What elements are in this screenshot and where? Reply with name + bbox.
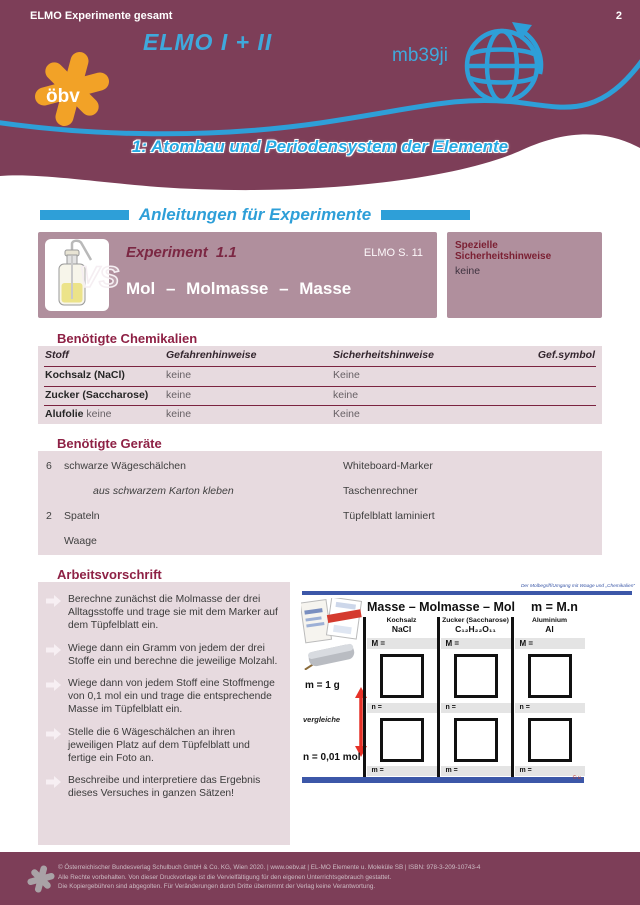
cell-sicherheit: keine — [333, 388, 359, 401]
footer-line3: Die Kopiergebühren sind abgegolten. Für Veränderungen durch Dritte übernimmt der Verlag keine Verantwortung. — [58, 883, 376, 890]
experiment-label: Experiment 1.1 — [126, 244, 237, 261]
row-label-m: m = — [515, 766, 585, 776]
section-heading — [40, 205, 470, 225]
step-text: Stelle die 6 Wägeschälchen an ihren jeweiligen Platz auf dem Tüpfelblatt und fertige ein Foto an. — [68, 726, 250, 765]
slide-column-kochsalz — [367, 617, 437, 776]
salt-package-photo — [301, 600, 332, 643]
column-name: Zucker (Saccharose) — [442, 617, 509, 624]
arrow-bullet-icon — [46, 644, 61, 656]
row-label-M: M = — [441, 638, 511, 649]
table-divider — [44, 386, 596, 387]
procedure-step — [46, 642, 280, 668]
col-gefahrenhinweise: Gefahrenhinweise — [166, 349, 257, 361]
cell-gefahren: keine — [166, 369, 192, 381]
procedure-box — [38, 582, 290, 845]
row-label-m: m = — [367, 766, 437, 776]
cell-stoff-suffix: keine — [86, 408, 112, 420]
answer-box — [454, 654, 498, 698]
wash-bottle-icon — [45, 239, 120, 311]
column-formula: NaCl — [391, 624, 412, 634]
answer-box — [380, 718, 424, 762]
cell-sicherheit: Keine — [333, 369, 360, 381]
cell-sicherheit: Keine — [333, 408, 360, 420]
equipment-note: aus schwarzem Karton kleben — [93, 485, 234, 497]
arrow-bullet-icon — [46, 728, 61, 740]
slide-header-note: Der Molbegriff/Umgang mit Waage und „Chemikalien“ — [520, 584, 635, 589]
column-divider — [437, 617, 440, 780]
procedure-step — [46, 677, 280, 717]
slide-bottom-bar — [302, 777, 584, 783]
slide-corner-mark: © u. — [572, 775, 582, 781]
arrow-bullet-icon — [46, 595, 61, 607]
equipment-box — [38, 451, 602, 555]
slide-formula: m = M.n — [531, 600, 578, 614]
slide-title: Masse – Molmasse – Mol — [367, 600, 515, 614]
table-divider — [44, 405, 596, 406]
answer-box — [528, 718, 572, 762]
cell-stoff: Alufolie — [45, 408, 84, 420]
sugar-package-photo — [324, 598, 363, 639]
answer-box — [454, 718, 498, 762]
answer-box — [528, 654, 572, 698]
table-row — [38, 408, 602, 427]
arrow-bullet-icon — [46, 679, 61, 691]
answer-box — [380, 654, 424, 698]
obv-logo — [32, 48, 112, 130]
experiment-page-ref: ELMO S. 11 — [363, 247, 423, 259]
equipment-item: Taschenrechner — [343, 485, 418, 497]
equipment-qty: 2 — [46, 510, 52, 522]
step-text: Berechne zunächst die Molmasse der drei Alltagsstoffe und trage sie mit dem Marker auf dem Tüpfelblatt ein. — [68, 594, 278, 632]
chemicals-table — [38, 346, 602, 424]
col-sicherheitshinweise: Sicherheitshinweise — [333, 349, 434, 361]
column-divider — [511, 617, 514, 780]
experiment-box — [38, 232, 437, 318]
safety-heading: Spezielle Sicherheitshinweise — [455, 240, 552, 262]
safety-box — [447, 232, 602, 318]
vs-mark: VS — [79, 261, 120, 294]
series-title: ELMO I + II — [143, 29, 273, 55]
row-label-M: M = — [515, 638, 585, 649]
equipment-item: Spateln — [64, 510, 100, 522]
page-footer — [0, 852, 640, 905]
column-divider — [363, 617, 366, 780]
slide-label-compare: vergleiche — [303, 715, 341, 724]
equipment-item: Whiteboard-Marker — [343, 460, 433, 472]
obv-logo-text: öbv — [46, 86, 80, 107]
equipment-item: schwarze Wägeschälchen — [64, 460, 186, 472]
table-divider — [44, 366, 596, 367]
row-label-n: n = — [515, 703, 585, 713]
column-name: Kochsalz — [386, 617, 417, 624]
slide-column-zucker — [441, 617, 511, 776]
page-number: 2 — [615, 10, 622, 22]
slide-label-mass: m = 1 g — [305, 680, 340, 691]
heading-bar-left — [40, 210, 129, 220]
step-text: Beschreibe und interpretiere das Ergebnis dieses Versuches in ganzen Sätzen! — [68, 775, 261, 800]
slide-columns — [363, 617, 584, 780]
chapter-banner: 1: Atombau und Periodensystem der Elemente — [131, 137, 509, 156]
experiment-title: Mol – Molmasse – Masse — [126, 279, 352, 298]
slide-top-rule — [302, 591, 632, 596]
equipment-item: Waage — [64, 535, 97, 547]
footer-text — [58, 863, 623, 892]
chemicals-heading: Benötigte Chemikalien — [57, 331, 198, 346]
foil-roll-photo — [302, 643, 356, 669]
col-gefsymbol: Gef.symbol — [537, 349, 595, 361]
procedure-step — [46, 593, 280, 633]
procedure-heading: Arbeitsvorschrift — [57, 567, 162, 582]
equipment-heading: Benötigte Geräte — [57, 436, 162, 451]
cell-gefahren: keine — [166, 408, 192, 420]
heading-bar-right — [381, 210, 470, 220]
obv-footer-logo-icon — [26, 864, 56, 894]
equipment-item: Tüpfelblatt laminiert — [343, 510, 435, 522]
procedure-step — [46, 774, 280, 800]
document-title: ELMO Experimente gesamt — [30, 10, 173, 22]
arrow-bullet-icon — [46, 776, 61, 788]
globe-icon — [452, 12, 552, 112]
cell-stoff: Zucker (Saccharose) — [45, 388, 149, 401]
column-formula: Al — [545, 624, 554, 634]
step-text: Wiege dann von jedem Stoff eine Stoffmenge von 0,1 mol ein und trage die entsprechende Masse im Tüpfelblatt ein. — [68, 678, 275, 716]
column-name: Aluminium — [531, 617, 568, 624]
col-stoff: Stoff — [45, 349, 69, 361]
cell-stoff: Kochsalz (NaCl) — [45, 369, 125, 381]
section-heading-text: Anleitungen für Experimente — [138, 205, 372, 224]
page-header — [0, 0, 640, 200]
row-label-n: n = — [367, 703, 437, 713]
step-text: Wiege dann ein Gramm von jedem der drei Stoffe ein und berechne die jeweilige Molzahl. — [68, 642, 278, 667]
column-formula: C₁₂H₂₂O₁₁ — [455, 624, 496, 634]
footer-line1: © Österreichischer Bundesverlag Schulbuch GmbH & Co. KG, Wien 2020. | www.oebv.at | EL-MO Elemente u. Moleküle SB | ISBN: 978-3-209-10743-4 — [58, 864, 481, 871]
row-label-M: M = — [367, 638, 437, 649]
row-label-n: n = — [441, 703, 511, 713]
slide-column-aluminium — [515, 617, 585, 776]
procedure-step — [46, 726, 280, 766]
equipment-qty: 6 — [46, 460, 52, 472]
cell-gefahren: keine — [166, 388, 192, 401]
footer-line2: Alle Rechte vorbehalten. Von dieser Druckvorlage ist die Vervielfältigung für den eigenen Unterrichtsgebrauch gestattet. — [58, 873, 392, 881]
slide-label-mol: n = 0,01 mol — [303, 752, 361, 763]
worksheet-slide-image — [299, 584, 635, 790]
header-code: mb39ji — [392, 45, 448, 66]
row-label-m: m = — [441, 766, 511, 776]
material-photos — [301, 598, 363, 670]
safety-value: keine — [455, 265, 481, 277]
